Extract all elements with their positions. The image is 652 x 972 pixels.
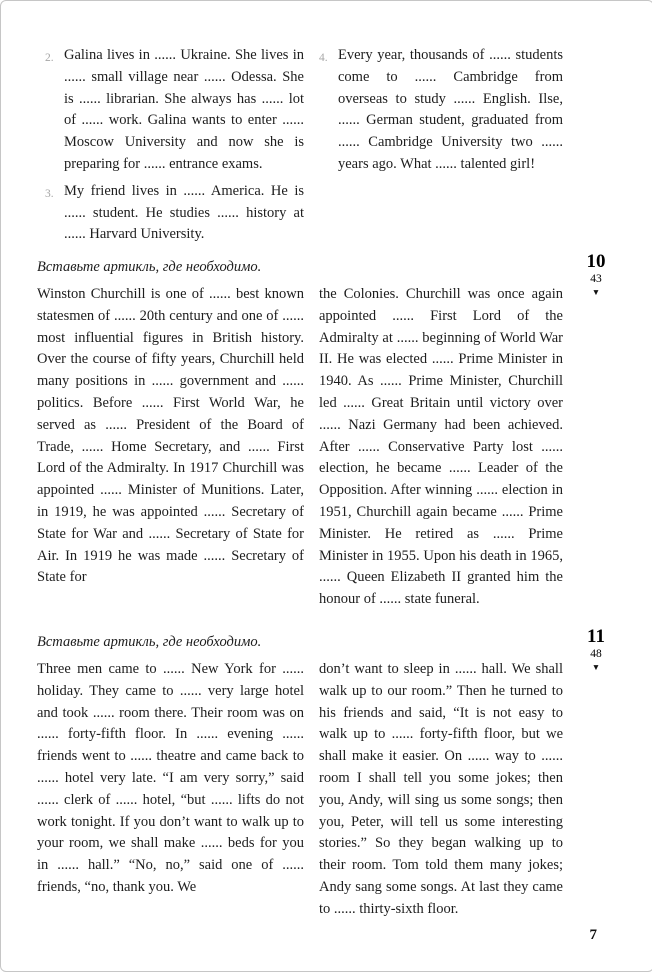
exercise-10-columns — [37, 284, 563, 611]
exercise-number: 10 — [586, 251, 606, 272]
exercise-10-left-column: Winston Churchill is one of ...... best known statesmen of ...... 20th century and one of ...... most influential figures in British history. Over the course of fifty years, Churchill held many positions in ...... government and ...... politics. Before ...... First World War, he served as ...... President of the Board of Trade, ...... Home Secretary, and ...... First Lord of the Admiralty. In 1917 Churchill was appointed ...... Minister of Munitions. Later, in 1919, he was appointed ...... Secretary of State for War and ...... Secretary of State for Air. In 1919 he was made ...... Secretary of State for — [37, 286, 304, 586]
triangle-down-icon: ▼ — [591, 662, 601, 672]
triangle-down-icon: ▼ — [591, 287, 601, 297]
item-text: My friend lives in ...... America. He is ...... student. He studies ...... history at ...... Harvard University. — [64, 182, 304, 243]
item-text: Every year, thousands of ...... students come to ...... Cambridge from overseas to study ...... English. Ilse, ...... German student, graduated from ...... Cambridge University two ...... years ago. What ...... talented girl! — [338, 47, 563, 172]
exercise-11-left-column: Three men came to ...... New York for ...... holiday. They came to ...... very large hotel and took ...... room there. Their room was on ...... forty-fifth floor. In ...... evening ...... friends went to ...... theatre and came back to ...... hotel very late. “I am very sorry,” said ...... clerk of ...... hotel, “but ...... lifts do not work tonight. If you don’t want to walk up to your room, we shall make ...... beds for you in ...... hall.” “No, no,” said one of ...... friends, “no, thank you. We — [37, 661, 304, 895]
exercise-item-4 — [319, 45, 563, 176]
exercise-10-instruction: Вставьте артикль, где необходимо. — [37, 259, 262, 275]
exercise-sub-number: 43 — [590, 273, 602, 285]
exercise-11-columns — [37, 659, 563, 921]
exercise-11 — [37, 632, 563, 921]
exercise-11-margin-badge — [574, 626, 618, 673]
top-left-column — [37, 45, 304, 251]
exercise-10-right-column: the Colonies. Churchill was once again appointed ...... First Lord of the Admiralty at ...... beginning of World War II. He was elected ...... Prime Minister in 1940. As ...... Prime Minister, Churchill led ...... Great Britain until victory over ...... Nazi Germany had been achieved. After ...... Conservative Party lost ...... election, he became ...... Leader of the Opposition. After winning ...... election in 1951, Churchill again became ...... Prime Minister. He retired as ...... Prime Minister in 1955. Upon his death in 1965, ...... Queen Elizabeth II granted him the honour of ...... state funeral. — [319, 286, 563, 608]
exercise-10 — [37, 257, 563, 611]
top-right-column — [319, 45, 563, 251]
exercise-sub-number: 48 — [590, 648, 602, 660]
page-number: 7 — [589, 927, 597, 943]
exercise-11-right-column: don’t want to sleep in ...... hall. We shall walk up to our room.” Then he turned to his friends and said, “It is not easy to walk up to ...... forty-fifth floor, but we shall make it easier. On ...... way to ...... room I shall tell you some jokes; then you, Andy, will sing us some songs; then you, Peter, will tell us some interesting stories.” So they began walking up to their room. Tom told them many jokes; Andy sang some songs. At last they came to ...... thirty-sixth floor. — [319, 661, 563, 917]
item-text: Galina lives in ...... Ukraine. She lives in ...... small village near ...... Odessa. She is ...... librarian. She always has ...... lot of ...... work. Galina wants to enter ...... Moscow University and now she is preparing for ...... entrance exams. — [64, 47, 304, 172]
item-number: 2. — [45, 52, 54, 64]
item-number: 4. — [319, 52, 328, 64]
exercise-11-instruction: Вставьте артикль, где необходимо. — [37, 634, 262, 650]
top-exercise-items — [37, 45, 563, 251]
exercise-item-3 — [45, 181, 304, 246]
exercise-number: 11 — [587, 626, 605, 647]
exercise-item-2 — [45, 45, 304, 176]
exercise-10-margin-badge — [574, 251, 618, 298]
item-number: 3. — [45, 187, 54, 200]
